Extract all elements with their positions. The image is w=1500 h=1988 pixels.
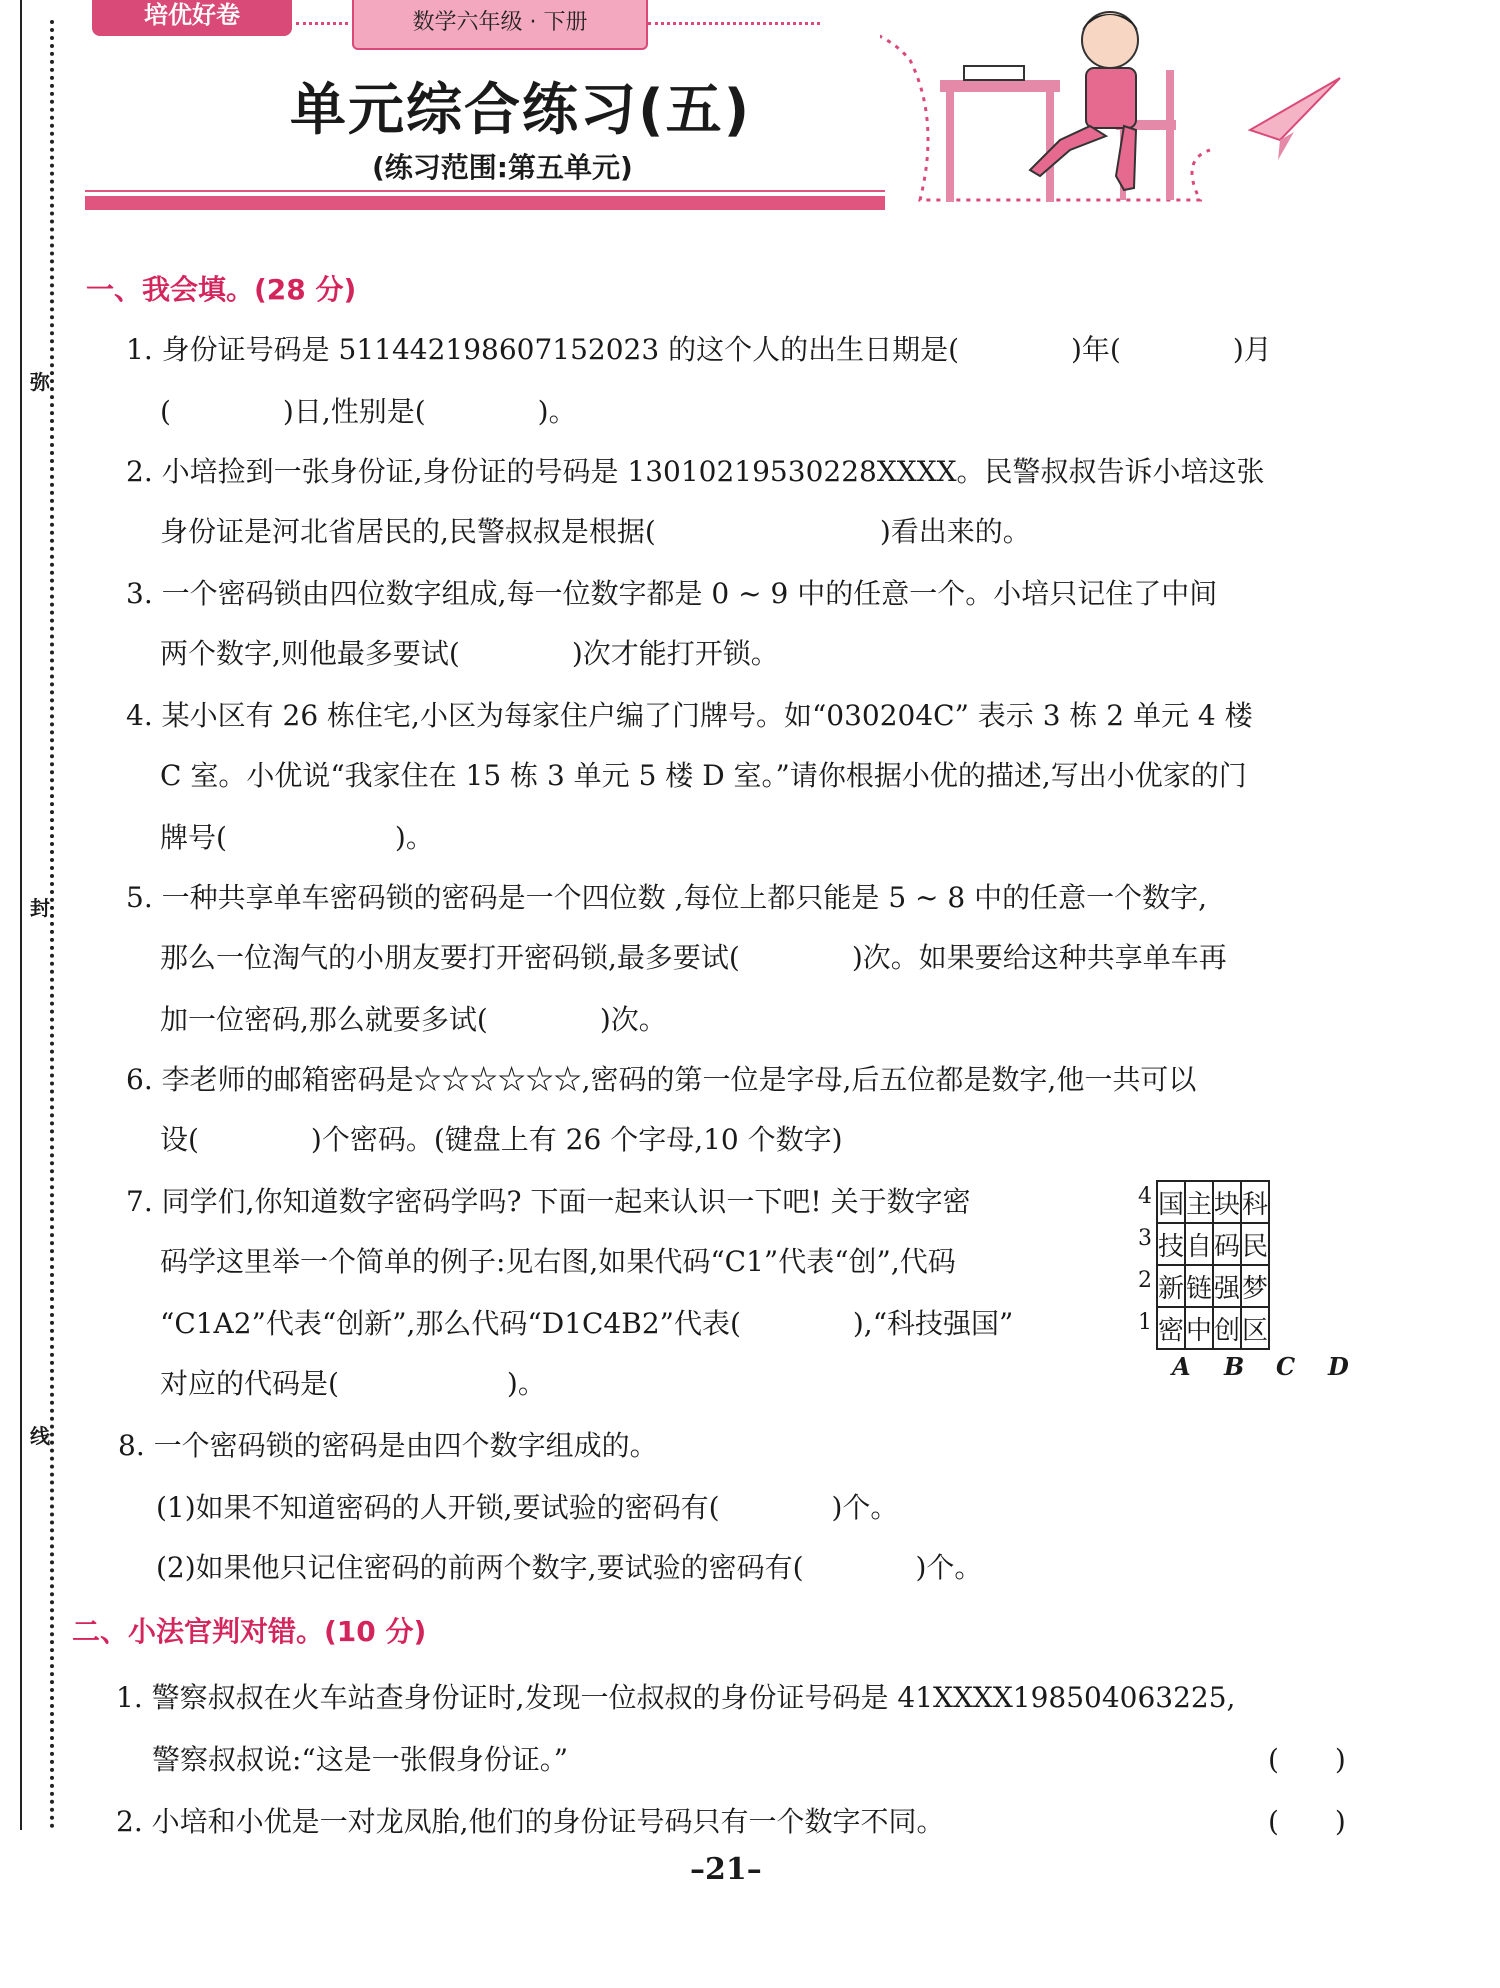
q6-line-1: 6. 李老师的邮箱密码是☆☆☆☆☆☆,密码的第一位是字母,后五位都是数字,他一共可以: [126, 1063, 1197, 1096]
q4-line-3: 牌号( )。: [160, 821, 434, 854]
q6-line-2: 设( )个密码。(键盘上有 26 个字母,10 个数字): [160, 1123, 843, 1156]
q2-line-1: 2. 小培捡到一张身份证,身份证的号码是 13010219530228XXXX。民警叔叔告诉小培这张: [126, 455, 1265, 488]
q3-line-2: 两个数字,则他最多要试( )次才能打开锁。: [160, 637, 779, 670]
paper-plane-icon: [1250, 78, 1340, 140]
q2-line-2: 身份证是河北省居民的,民警叔叔是根据( )看出来的。: [160, 515, 1031, 548]
judge-q2-answer-paren: ( ): [1268, 1805, 1346, 1838]
q8-line-1: 8. 一个密码锁的密码是由四个数字组成的。: [118, 1429, 658, 1462]
student-illustration: [880, 0, 1360, 220]
grid-cell: 链: [1185, 1265, 1213, 1307]
q4-line-1: 4. 某小区有 26 栋住宅,小区为每家住户编了门牌号。如“030204C” 表示 3 栋 2 单元 4 楼: [126, 699, 1253, 732]
book-icon: [964, 66, 1024, 80]
grid-col-label: C: [1276, 1352, 1296, 1381]
q7-line-1: 7. 同学们,你知道数字密码学吗? 下面一起来认识一下吧! 关于数字密: [126, 1185, 971, 1218]
grid-cell: 梦: [1241, 1265, 1269, 1307]
section-1-heading: 一、我会填。(28 分): [86, 273, 357, 306]
grid-cell: 强: [1213, 1265, 1241, 1307]
page-number: –21–: [690, 1852, 762, 1887]
margin-char-feng: 封: [30, 888, 50, 925]
binding-dotted-line: [50, 20, 54, 1830]
q8-sub-1: (1)如果不知道密码的人开锁,要试验的密码有( )个。: [156, 1491, 899, 1524]
grid-cell: 科: [1241, 1181, 1269, 1223]
grid-cell: 自: [1185, 1223, 1213, 1265]
page-title: 单元综合练习(五): [290, 78, 752, 143]
grid-row-label: 3: [1138, 1226, 1152, 1251]
grade-tab: 数学六年级 · 下册: [352, 0, 648, 50]
q5-line-3: 加一位密码,那么就要多试( )次。: [160, 1003, 667, 1036]
q8-sub-2: (2)如果他只记住密码的前两个数字,要试验的密码有( )个。: [156, 1551, 983, 1584]
grid-cell: 技: [1157, 1223, 1185, 1265]
grid-cell: 区: [1241, 1307, 1269, 1349]
grid-row-label: 1: [1138, 1310, 1152, 1335]
grid-cell: 码: [1213, 1223, 1241, 1265]
grid-col-label: A: [1172, 1352, 1191, 1381]
grid-row-label: 2: [1138, 1268, 1152, 1293]
judge-q1-line-2: 警察叔叔说:“这是一张假身份证。”: [152, 1743, 569, 1776]
grid-cell: 民: [1241, 1223, 1269, 1265]
grid-cell: 国: [1157, 1181, 1185, 1223]
q7-line-4: 对应的代码是( )。: [160, 1367, 546, 1400]
grid-col-label: D: [1328, 1352, 1349, 1381]
header-dots-left: [296, 22, 348, 25]
student-body-icon: [1086, 68, 1136, 128]
q3-line-1: 3. 一个密码锁由四位数字组成,每一位数字都是 0 ~ 9 中的任意一个。小培只记住了中间: [126, 577, 1218, 610]
q4-line-2: C 室。小优说“我家住在 15 栋 3 单元 5 楼 D 室。”请你根据小优的描述,写出小优家的门: [160, 759, 1247, 792]
grid-cell: 新: [1157, 1265, 1185, 1307]
judge-q2-line-1: 2. 小培和小优是一对龙凤胎,他们的身份证号码只有一个数字不同。: [116, 1805, 945, 1838]
margin-char-xian: 线: [30, 1416, 50, 1453]
q7-line-2: 码学这里举一个简单的例子:见右图,如果代码“C1”代表“创”,代码: [160, 1245, 956, 1278]
q5-line-1: 5. 一种共享单车密码锁的密码是一个四位数 ,每位上都只能是 5 ~ 8 中的任意一个数字,: [126, 881, 1208, 914]
brand-tab: 培优好卷: [92, 0, 292, 36]
q1-line-2: ( )日,性别是( )。: [160, 395, 577, 428]
desk-icon: [940, 80, 1060, 92]
title-underline-thin: [85, 190, 885, 192]
title-underline-bar: [85, 196, 885, 210]
q7-line-3: “C1A2”代表“创新”,那么代码“D1C4B2”代表( ),“科技强国”: [160, 1307, 1014, 1340]
judge-q1-answer-paren: ( ): [1268, 1743, 1346, 1776]
page-subtitle: (练习范围:第五单元): [372, 151, 633, 184]
section-2-heading: 二、小法官判对错。(10 分): [72, 1615, 427, 1648]
grid-cell: 密: [1157, 1307, 1185, 1349]
dotted-path: [880, 24, 1210, 200]
q1-line-1: 1. 身份证号码是 511442198607152023 的这个人的出生日期是( )年( )月: [126, 333, 1272, 366]
margin-char-mi: 弥: [30, 362, 50, 399]
grid-cell: 主: [1185, 1181, 1213, 1223]
grid-cell: 创: [1213, 1307, 1241, 1349]
header-dots-right: [648, 22, 820, 25]
grid-col-label: B: [1224, 1352, 1245, 1381]
grid-cell: 块: [1213, 1181, 1241, 1223]
grid-cell: 中: [1185, 1307, 1213, 1349]
grid-row-label: 4: [1138, 1184, 1152, 1209]
judge-q1-line-1: 1. 警察叔叔在火车站查身份证时,发现一位叔叔的身份证号码是 41XXXX198504063225,: [116, 1681, 1236, 1714]
binding-rule: [20, 0, 22, 1830]
code-grid-table: [1156, 1180, 1270, 1350]
q5-line-2: 那么一位淘气的小朋友要打开密码锁,最多要试( )次。如果要给这种共享单车再: [160, 941, 1227, 974]
